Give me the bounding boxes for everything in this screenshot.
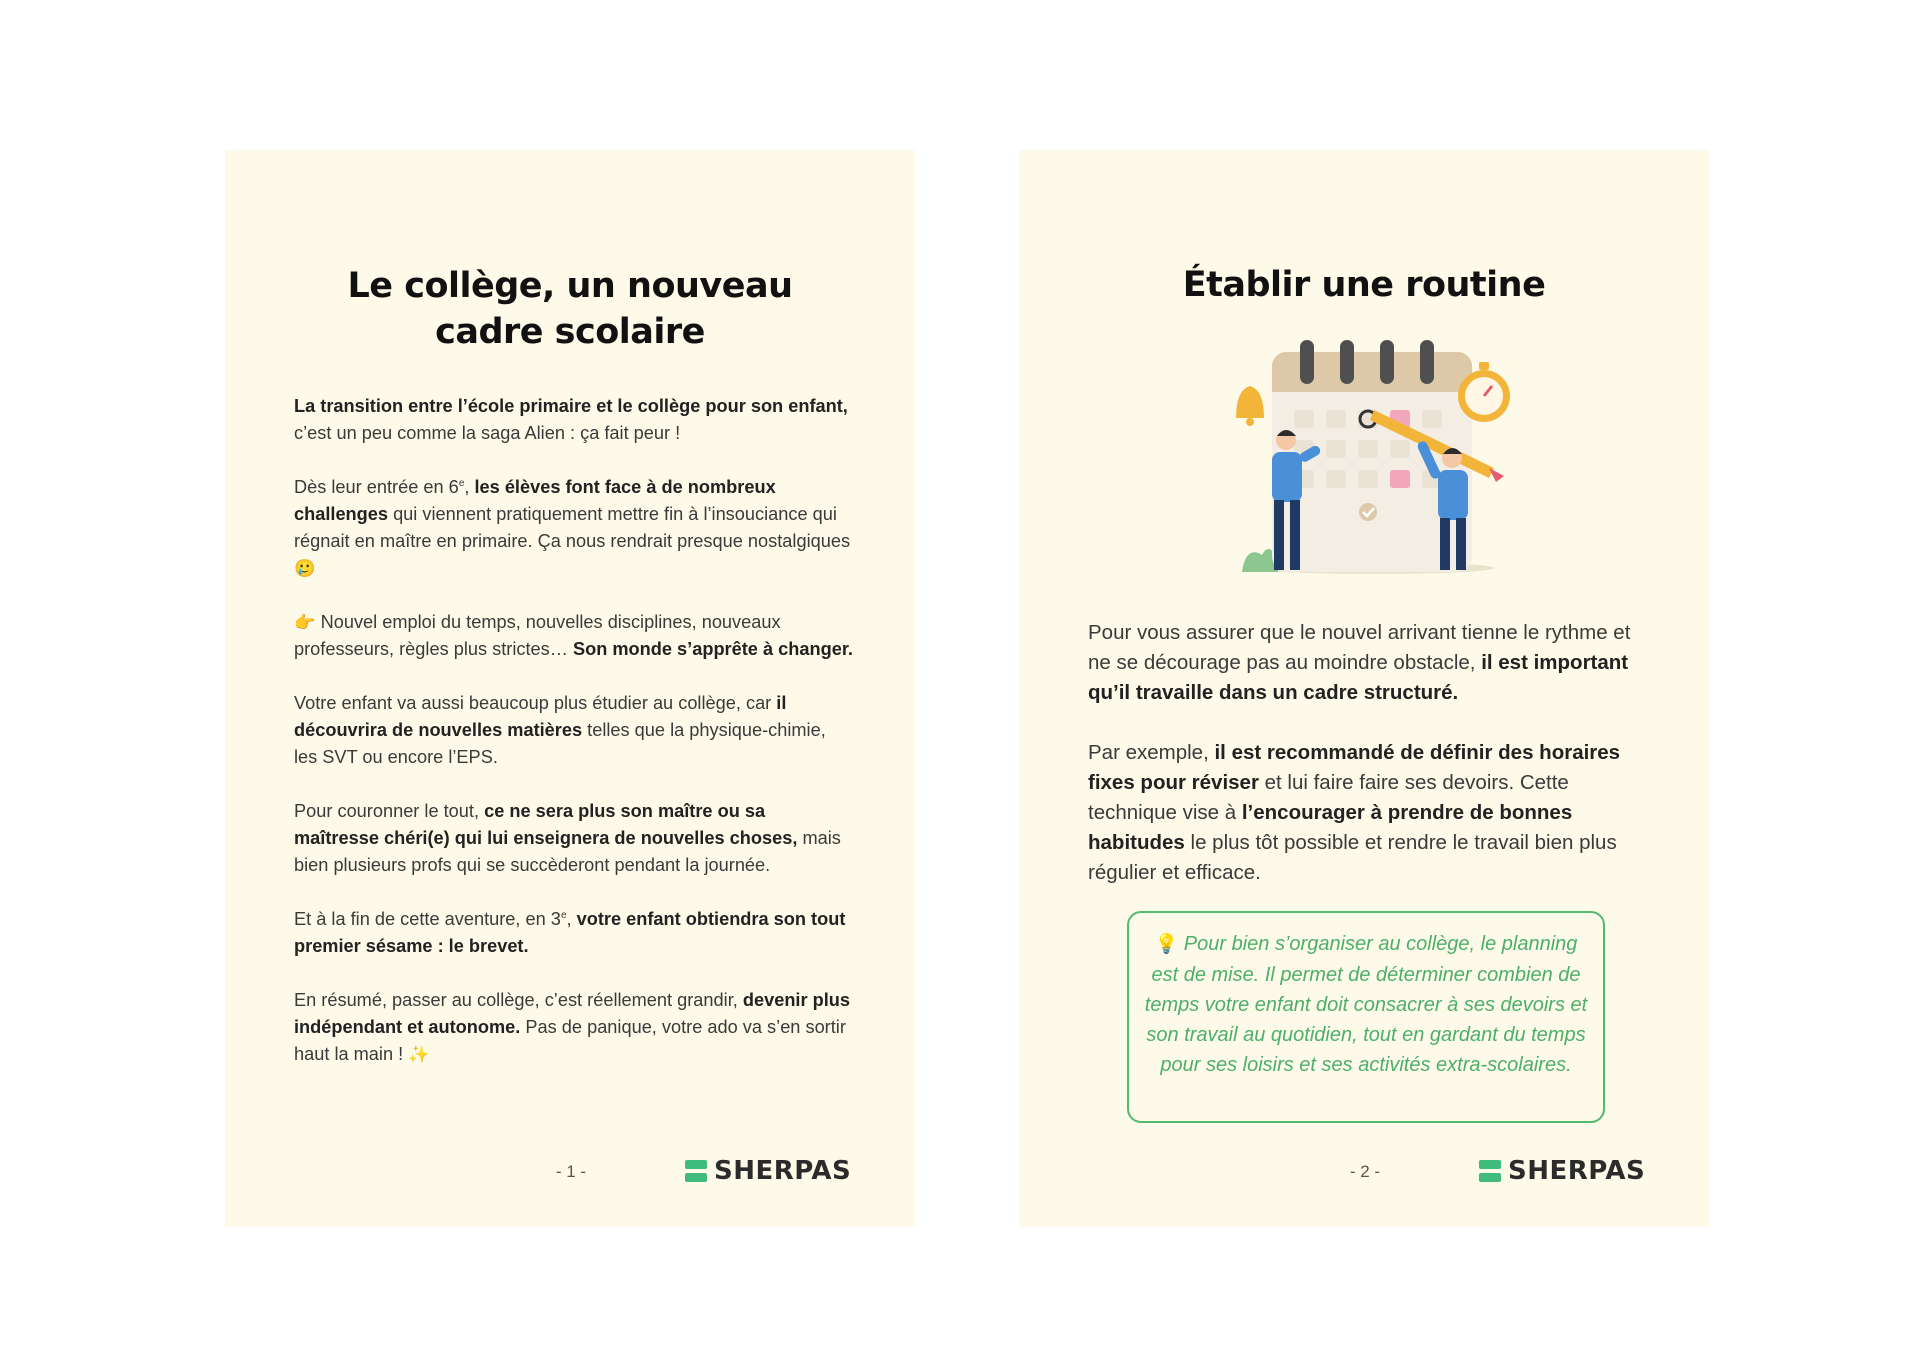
logo-text: SHERPAS bbox=[714, 1156, 852, 1186]
paragraph bbox=[294, 609, 854, 663]
superscript: e bbox=[560, 909, 567, 921]
paragraph bbox=[294, 798, 854, 879]
text: qui viennent pratiquement mettre fin à l’insouciance qui régnait en maître en primaire. Ça nous rendrait presque nostalgiques bbox=[294, 504, 851, 551]
bold-text: l’encourager à prendre de bonnes habitudes bbox=[1088, 801, 1573, 854]
text: Pas de panique, votre ado va s’en sortir haut la main ! bbox=[294, 1017, 846, 1064]
paragraph bbox=[1088, 618, 1648, 708]
text: Votre enfant va aussi beaucoup plus étudier au collège, car bbox=[294, 693, 777, 713]
text: Pour vous assurer que le nouvel arrivant tienne le rythme et ne se décourage pas au moindre obstacle, bbox=[1088, 621, 1631, 674]
text: Nouvel emploi du temps, nouvelles disciplines, nouveaux professeurs, règles plus strictes… bbox=[294, 612, 781, 659]
logo-text: SHERPAS bbox=[1508, 1156, 1646, 1186]
bold-text: il découvrira de nouvelles matières bbox=[294, 693, 787, 740]
paragraph bbox=[294, 906, 854, 960]
page-title: Le collège, un nouveau cadre scolaire bbox=[347, 266, 793, 352]
text: le plus tôt possible et rendre le travail bien plus régulier et efficace. bbox=[1088, 831, 1617, 884]
page-body bbox=[1088, 618, 1648, 918]
superscript: e bbox=[458, 477, 465, 489]
text: , bbox=[464, 477, 475, 497]
bold-text: La transition entre l’école primaire et le collège pour son enfant, bbox=[294, 396, 848, 416]
tip-box bbox=[1127, 911, 1605, 1123]
page-body bbox=[294, 393, 854, 1095]
text: En résumé, passer au collège, c’est réellement grandir, bbox=[294, 990, 743, 1010]
text: mais bien plusieurs profs qui se succèderont pendant la journée. bbox=[294, 828, 841, 875]
text: et lui faire faire ses devoirs. Cette technique vise à bbox=[1088, 771, 1569, 824]
paragraph bbox=[294, 393, 854, 447]
bold-text: il est recommandé de définir des horaires fixes pour réviser bbox=[1088, 741, 1621, 794]
page-title: Établir une routine bbox=[1182, 265, 1546, 305]
page-number: - 2 - bbox=[1349, 1162, 1381, 1181]
text: c’est un peu comme la saga Alien : ça fait peur ! bbox=[294, 423, 681, 443]
paragraph bbox=[294, 987, 854, 1068]
paragraph bbox=[294, 474, 854, 582]
bold-text: les élèves font face à de nombreux challenges bbox=[294, 477, 776, 524]
sparkles-emoji-icon: ✨ bbox=[408, 1044, 430, 1064]
sherpas-logo bbox=[685, 1157, 851, 1185]
light-bulb-emoji-icon: 💡 bbox=[1154, 934, 1179, 955]
text: , bbox=[566, 909, 577, 929]
paragraph bbox=[294, 690, 854, 771]
pointing-hand-emoji-icon: 👉 bbox=[294, 612, 316, 632]
bold-text: devenir plus indépendant et autonome. bbox=[294, 990, 850, 1037]
page-2 bbox=[1019, 150, 1709, 1227]
page-1 bbox=[225, 150, 915, 1227]
calendar-planning-illustration bbox=[1234, 340, 1514, 580]
bold-text: Son monde s’apprête à changer. bbox=[572, 639, 853, 659]
bold-text: ce ne sera plus son maître ou sa maîtresse chéri(e) qui lui enseignera de nouvelles choses, bbox=[294, 801, 798, 848]
text: Pour couronner le tout, bbox=[294, 801, 485, 821]
sherpas-logo-icon bbox=[1479, 1160, 1501, 1182]
sherpas-logo-icon bbox=[685, 1160, 707, 1182]
smile-tear-emoji-icon: 🥲 bbox=[294, 558, 316, 578]
text: Et à la fin de cette aventure, en 3 bbox=[294, 909, 561, 929]
text: Dès leur entrée en 6 bbox=[294, 477, 459, 497]
tip-text: Pour bien s’organiser au collège, le planning est de mise. Il permet de déterminer combien de temps votre enfant doit consacrer à ses devoirs et son travail au quotidien, tout en gardant du temps pour ses loisirs et ses activités extra-scolaires. bbox=[1144, 933, 1588, 1076]
bold-text: votre enfant obtiendra son tout premier sésame : le brevet. bbox=[294, 909, 846, 956]
bold-text: il est important qu’il travaille dans un cadre structuré. bbox=[1088, 651, 1629, 704]
paragraph bbox=[1088, 738, 1648, 888]
text: telles que la physique-chimie, les SVT ou encore l’EPS. bbox=[294, 720, 826, 767]
page-number: - 1 - bbox=[555, 1162, 587, 1181]
sherpas-logo bbox=[1479, 1157, 1645, 1185]
text: Par exemple, bbox=[1088, 741, 1215, 764]
